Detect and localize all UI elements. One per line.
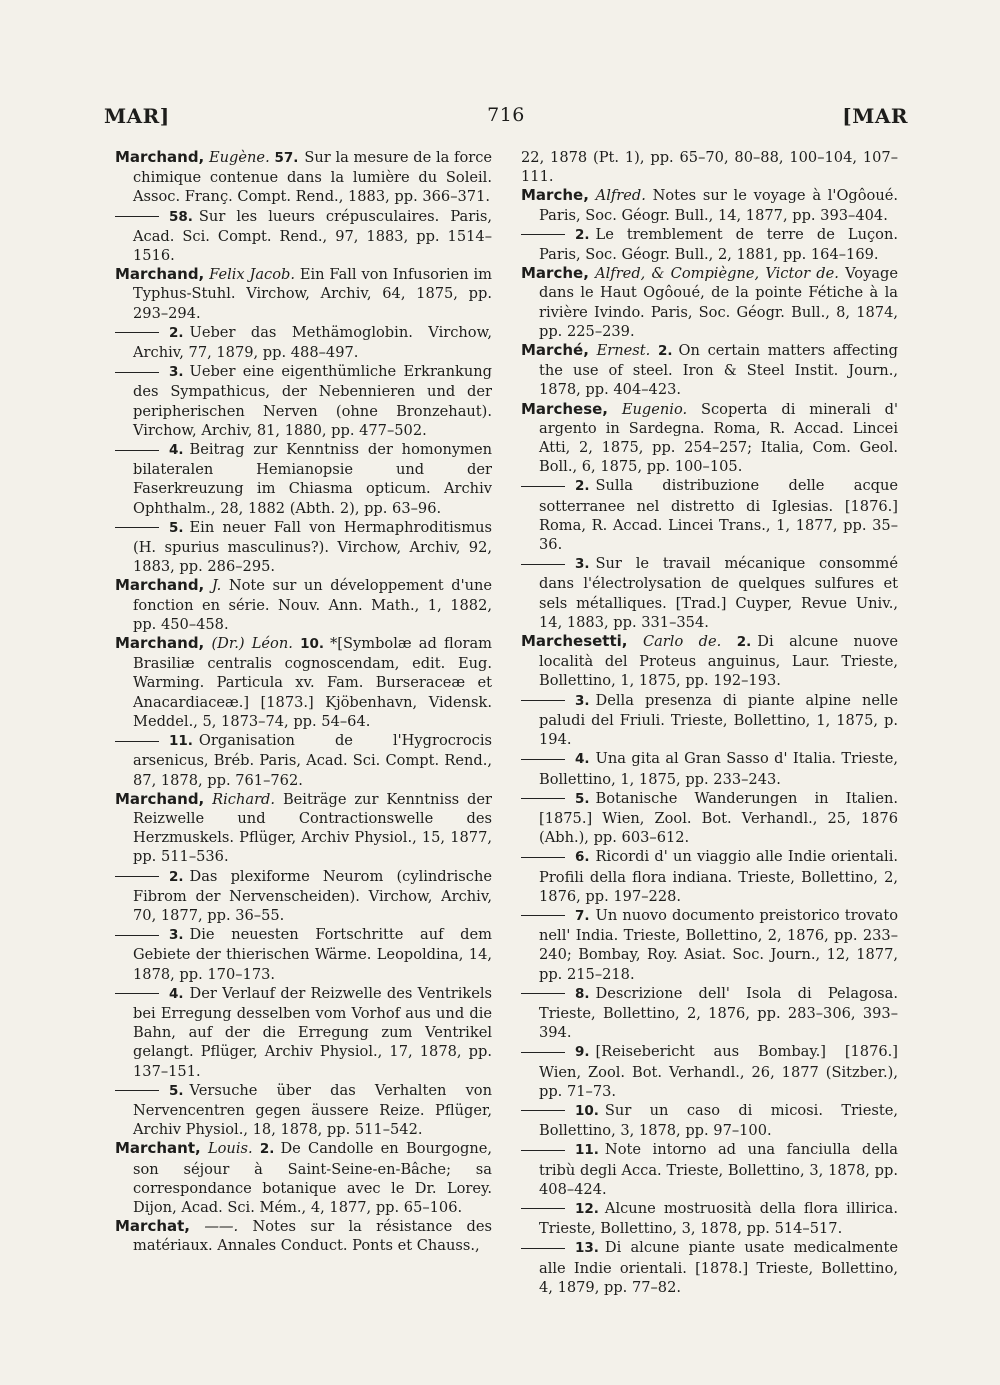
bibliography-entry bbox=[521, 691, 898, 750]
bibliography-entry bbox=[115, 362, 492, 440]
author-surname: Marchand, bbox=[115, 148, 205, 166]
bibliography-entry bbox=[115, 148, 492, 207]
bibliography-entry bbox=[115, 323, 492, 362]
entry-number: 5. bbox=[169, 519, 184, 536]
entry-text: Sur un caso di micosi. Trieste, Bollettino, 3, 1878, pp. 97–100. bbox=[539, 1101, 898, 1140]
entry-number: 11. bbox=[169, 733, 193, 750]
author-given-name: Carlo de. bbox=[642, 633, 722, 651]
bibliography-entry bbox=[115, 925, 492, 984]
author-surname: Marchand, bbox=[115, 576, 205, 595]
bibliography-entry bbox=[115, 634, 492, 731]
entry-number: 13. bbox=[575, 1240, 599, 1257]
entry-text: Note sur un développement d'une fonction en série. Nouv. Ann. Math., 1, 1882, pp. 450–458. bbox=[133, 577, 493, 633]
repeat-author-dash bbox=[115, 372, 159, 373]
entry-text: Alcune mostruosità della flora illirica. Trieste, Bollettino, 3, 1878, pp. 514–517. bbox=[539, 1199, 898, 1238]
entry-text: Organisation de l'Hygrocrocis arsenicus, Bréb. Paris, Acad. Sci. Compt. Rend., 87, 1878, pp. 761–762. bbox=[133, 732, 492, 789]
bibliography-entry bbox=[521, 1238, 898, 1297]
author-given-name: Richard. bbox=[212, 790, 276, 808]
entry-text: Beiträge zur Kenntniss der Reizwelle und Contractionswelle des Herzmuskels. Pflüger, Archiv Physiol., 15, 1877, pp. 511–536. bbox=[133, 790, 493, 866]
repeat-author-dash bbox=[521, 1110, 565, 1111]
entry-number: 10. bbox=[300, 636, 324, 653]
entry-text: Versuche über das Verhalten von Nervencentren gegen äussere Reize. Pflüger, Archiv Physiol., 18, 1878, pp. 511–542. bbox=[133, 1081, 492, 1139]
entry-number: 57. bbox=[274, 150, 299, 166]
repeat-author-dash bbox=[521, 486, 565, 487]
bibliography-entry bbox=[115, 731, 492, 790]
entry-text: Sulla distribuzione delle acque sotterranee nel distretto di Iglesias. [1876.] Roma, R. Accad. Lincei Trans., 1, 1877, pp. 35–36. bbox=[539, 477, 898, 554]
entry-number: 4. bbox=[575, 751, 590, 768]
entry-number: 58. bbox=[169, 208, 193, 225]
entry-number: 12. bbox=[575, 1200, 599, 1217]
author-surname: Marchese, bbox=[521, 399, 608, 418]
entry-number: 7. bbox=[575, 907, 590, 924]
entry-number: 9. bbox=[575, 1044, 590, 1061]
entry-text: De Candolle en Bourgogne, son séjour à Saint-Seine-en-Bâche; sa correspondance botanique avec le Dr. Lorey. Dijon, Acad. Sci. Mém., 4, 1877, pp. 65–106. bbox=[133, 1140, 492, 1216]
entry-text: Die neuesten Fortschritte auf dem Gebiete der thierischen Wärme. Leopoldina, 14, 1878, pp. 170–173. bbox=[133, 926, 492, 983]
repeat-author-dash bbox=[521, 798, 565, 799]
entry-text: Sur le travail mécanique consommé dans l'électrolysation de quelques sulfures et sels métalliques. [Trad.] Cuyper, Revue Univ., 14, 1883, pp. 331–354. bbox=[539, 555, 898, 631]
bibliography-entry bbox=[115, 867, 492, 926]
entry-text: Das plexiforme Neurom (cylindrische Fibrom der Nervenscheiden). Virchow, Archiv, 70, 1877, pp. 36–55. bbox=[133, 867, 492, 924]
bibliography-entry bbox=[521, 476, 898, 554]
bibliography-entry bbox=[521, 554, 898, 632]
repeat-author-dash bbox=[115, 876, 159, 877]
author-given-name: J. bbox=[211, 577, 222, 595]
entry-text: Una gita al Gran Sasso d' Italia. Trieste, Bollettino, 1, 1875, pp. 233–243. bbox=[539, 750, 898, 788]
bibliography-entry bbox=[521, 789, 898, 848]
bibliography-entry bbox=[521, 1199, 898, 1238]
author-given-name: Alfred, & Compiègne, Victor de. bbox=[595, 265, 839, 283]
bibliography-entry bbox=[115, 207, 492, 266]
author-given-name: (Dr.) Léon. bbox=[211, 635, 293, 653]
repeat-author-dash bbox=[521, 857, 565, 858]
entry-number: 4. bbox=[169, 985, 184, 1002]
right-column bbox=[521, 148, 898, 1297]
entry-number: 2. bbox=[169, 868, 184, 885]
entry-number: 4. bbox=[169, 442, 184, 459]
author-surname: Marchand, bbox=[115, 634, 205, 653]
repeat-author-dash bbox=[521, 234, 565, 235]
author-given-name: Louis. bbox=[207, 1140, 253, 1158]
entry-text: Ricordi d' un viaggio alle Indie orientali. Profili della flora indiana. Trieste, Bollettino, 2, 1876, pp. 197–228. bbox=[539, 848, 898, 905]
repeat-author-dash bbox=[521, 915, 565, 916]
author-surname: Marche, bbox=[521, 264, 589, 283]
bibliography-entry bbox=[521, 341, 898, 400]
author-surname: Marchand, bbox=[115, 789, 205, 808]
entry-number: 6. bbox=[575, 849, 590, 866]
entry-number: 11. bbox=[575, 1142, 599, 1159]
entry-text: Ein neuer Fall von Hermaphroditismus (H. spurius masculinus?). Virchow, Archiv, 92, 1883, pp. 286–295. bbox=[133, 518, 492, 576]
entry-text: Notes sur la résistance des matériaux. Annales Conduct. Ponts et Chauss., bbox=[133, 1218, 492, 1255]
bibliography-entry bbox=[521, 225, 898, 264]
bibliography-entry bbox=[521, 984, 898, 1043]
repeat-author-dash bbox=[521, 1248, 565, 1249]
repeat-author-dash bbox=[115, 527, 159, 528]
entry-text: Le tremblement de terre de Luçon. Paris, Soc. Géogr. Bull., 2, 1881, pp. 164–169. bbox=[539, 225, 898, 264]
bibliography-entry bbox=[521, 1042, 898, 1101]
bibliography-entry bbox=[115, 440, 492, 518]
repeat-author-dash bbox=[521, 759, 565, 760]
repeat-author-dash bbox=[521, 1150, 565, 1151]
bibliography-entry bbox=[521, 632, 898, 691]
entry-text: Un nuovo documento preistorico trovato nell' India. Trieste, Bollettino, 2, 1876, pp. 233–240; Bombay, Roy. Asiat. Soc. Journ., 12, 1877, pp. 215–218. bbox=[539, 906, 898, 983]
entry-text: Di alcune nuove località del Proteus anguinus, Laur. Trieste, Bollettino, 1, 1875, pp. 192–193. bbox=[539, 633, 899, 690]
entry-text: Scoperta di minerali d' argento in Sardegna. Roma, R. Accad. Lincei Atti, 2, 1875, pp. 254–257; Italia, Com. Geol. Boll., 6, 1875, pp. 100–105. bbox=[539, 400, 899, 476]
repeat-author-dash bbox=[115, 741, 159, 742]
author-given-name: Alfred. bbox=[595, 187, 646, 205]
entry-text: Descrizione dell' Isola di Pelagosa. Trieste, Bollettino, 2, 1876, pp. 283–306, 393–394. bbox=[539, 984, 898, 1042]
repeat-author-dash bbox=[521, 564, 565, 565]
entry-text: [Reisebericht aus Bombay.] [1876.] Wien, Zool. Bot. Verhandl., 26, 1877 (Sitzber.), pp. 71–73. bbox=[539, 1043, 898, 1100]
author-given-name: Eugène. bbox=[209, 149, 270, 166]
repeat-author-dash bbox=[521, 700, 565, 701]
left-column bbox=[115, 148, 492, 1256]
bibliography-entry bbox=[115, 518, 492, 577]
entry-number: 3. bbox=[575, 692, 590, 709]
author-given-name: Ernest. bbox=[596, 342, 651, 360]
entry-number: 3. bbox=[169, 927, 184, 944]
entry-number: 2. bbox=[736, 634, 752, 651]
entry-number: 3. bbox=[575, 556, 590, 573]
entry-text: Ueber eine eigenthümliche Erkrankung des Sympathicus, der Nebennieren und der peripherischen Nerven (ohne Bronzehaut). Virchow, Archiv, 81, 1880, pp. 477–502. bbox=[133, 363, 492, 439]
bibliography-entry bbox=[115, 576, 492, 634]
entry-number: 5. bbox=[575, 790, 590, 807]
entry-text: Der Verlauf der Reizwelle des Ventrikels bei Erregung desselben vom Vorhof aus und die Bahn, auf der die Erregung zum Ventrikel gelangt. Pflüger, Archiv Physiol., 17, 1878, pp. 137–151. bbox=[133, 984, 492, 1080]
entry-text: Note intorno ad una fanciulla della tribù degli Acca. Trieste, Bollettino, 3, 1878, pp. 408–424. bbox=[539, 1141, 898, 1198]
bibliography-entry bbox=[521, 186, 898, 224]
entry-text: 22, 1878 (Pt. 1), pp. 65–70, 80–88, 100–104, 107–111. bbox=[521, 149, 898, 186]
entry-text: Voyage dans le Haut Ogôoué, de la pointe Fétiche à la rivière Ivindo. Paris, Soc. Géogr. Bull., 8, 1874, pp. 225–239. bbox=[539, 265, 899, 340]
entry-number: 3. bbox=[169, 364, 184, 381]
entry-number: 10. bbox=[575, 1102, 599, 1119]
author-surname: Marchat, bbox=[115, 1217, 191, 1236]
bibliography-entry bbox=[521, 906, 898, 984]
bibliography-entry bbox=[115, 1217, 492, 1255]
entry-number: 2. bbox=[575, 226, 590, 243]
entry-text: On certain matters affecting the use of steel. Iron & Steel Instit. Journ., 1878, pp. 404–423. bbox=[539, 342, 898, 399]
bibliography-entry bbox=[521, 148, 898, 186]
bibliography-entry bbox=[521, 749, 898, 788]
page-number: 716 bbox=[487, 104, 525, 126]
bibliography-entry bbox=[115, 790, 492, 867]
author-given-name: Felix Jacob. bbox=[209, 266, 295, 284]
repeat-author-dash bbox=[115, 935, 159, 936]
running-head-right: [MAR bbox=[842, 104, 908, 128]
entry-text: *[Symbolæ ad floram Brasiliæ centralis cognoscendam, edit. Eug. Warming. Particula xv. Fam. Burseraceæ et Anacardiaceæ.] [1873.] Kjöbenhavn, Vidensk. Meddel., 5, 1873–74, pp. 54–64. bbox=[133, 635, 493, 730]
entry-text: Sur la mesure de la force chimique contenue dans la lumière du Soleil. Assoc. Franç. Compt. Rend., 1883, pp. 366–371. bbox=[133, 149, 493, 206]
author-surname: Marché, bbox=[521, 341, 589, 360]
bibliography-entry bbox=[115, 265, 492, 323]
repeat-author-dash bbox=[115, 216, 159, 217]
entry-text: Botanische Wanderungen in Italien. [1875.] Wien, Zool. Bot. Verhandl., 25, 1876 (Abh.), pp. 603–612. bbox=[539, 789, 898, 847]
running-head-left: MAR] bbox=[104, 104, 170, 128]
entry-text: Notes sur le voyage à l'Ogôoué. Paris, Soc. Géogr. Bull., 14, 1877, pp. 393–404. bbox=[539, 187, 899, 224]
repeat-author-dash bbox=[521, 1208, 565, 1209]
author-given-name: ——. bbox=[204, 1218, 239, 1236]
entry-text: Sur les lueurs crépusculaires. Paris, Acad. Sci. Compt. Rend., 97, 1883, pp. 1514–1516. bbox=[133, 207, 492, 265]
repeat-author-dash bbox=[521, 993, 565, 994]
repeat-author-dash bbox=[115, 332, 159, 333]
bibliography-entry bbox=[115, 984, 492, 1081]
entry-number: 2. bbox=[658, 343, 673, 360]
bibliography-entry bbox=[115, 1081, 492, 1140]
author-surname: Marchand, bbox=[115, 265, 205, 284]
entry-text: Della presenza di piante alpine nelle paludi del Friuli. Trieste, Bollettino, 1, 1875, p. 194. bbox=[539, 691, 898, 749]
entry-text: Beitrag zur Kenntniss der homonymen bilateralen Hemianopsie und der Faserkreuzung im Chiasma opticum. Archiv Ophthalm., 28, 1882 (Abth. 2), pp. 63–96. bbox=[133, 441, 492, 517]
page-header bbox=[104, 104, 908, 134]
bibliography-entry bbox=[521, 1140, 898, 1199]
entry-number: 2. bbox=[575, 478, 590, 495]
entry-text: Ein Fall von Infusorien im Typhus-Stuhl. Virchow, Archiv, 64, 1875, pp. 293–294. bbox=[133, 266, 492, 322]
bibliography-entry bbox=[521, 264, 898, 341]
bibliography-entry bbox=[521, 847, 898, 906]
author-surname: Marchant, bbox=[115, 1139, 201, 1158]
repeat-author-dash bbox=[115, 993, 159, 994]
entry-number: 8. bbox=[575, 985, 590, 1002]
bibliography-entry bbox=[521, 400, 898, 477]
entry-text: Di alcune piante usate medicalmente alle Indie orientali. [1878.] Trieste, Bollettino, 4, 1879, pp. 77–82. bbox=[539, 1239, 898, 1296]
author-given-name: Eugenio. bbox=[621, 400, 688, 418]
author-surname: Marchesetti, bbox=[521, 632, 628, 651]
repeat-author-dash bbox=[115, 450, 159, 451]
author-surname: Marche, bbox=[521, 186, 589, 205]
bibliography-entry bbox=[521, 1101, 898, 1140]
repeat-author-dash bbox=[521, 1052, 565, 1053]
entry-text: Ueber das Methämoglobin. Virchow, Archiv, 77, 1879, pp. 488–497. bbox=[133, 323, 492, 362]
bibliography-entry bbox=[115, 1139, 492, 1217]
entry-number: 2. bbox=[169, 324, 184, 341]
entry-number: 2. bbox=[259, 1141, 275, 1158]
entry-number: 5. bbox=[169, 1082, 184, 1099]
repeat-author-dash bbox=[115, 1090, 159, 1091]
